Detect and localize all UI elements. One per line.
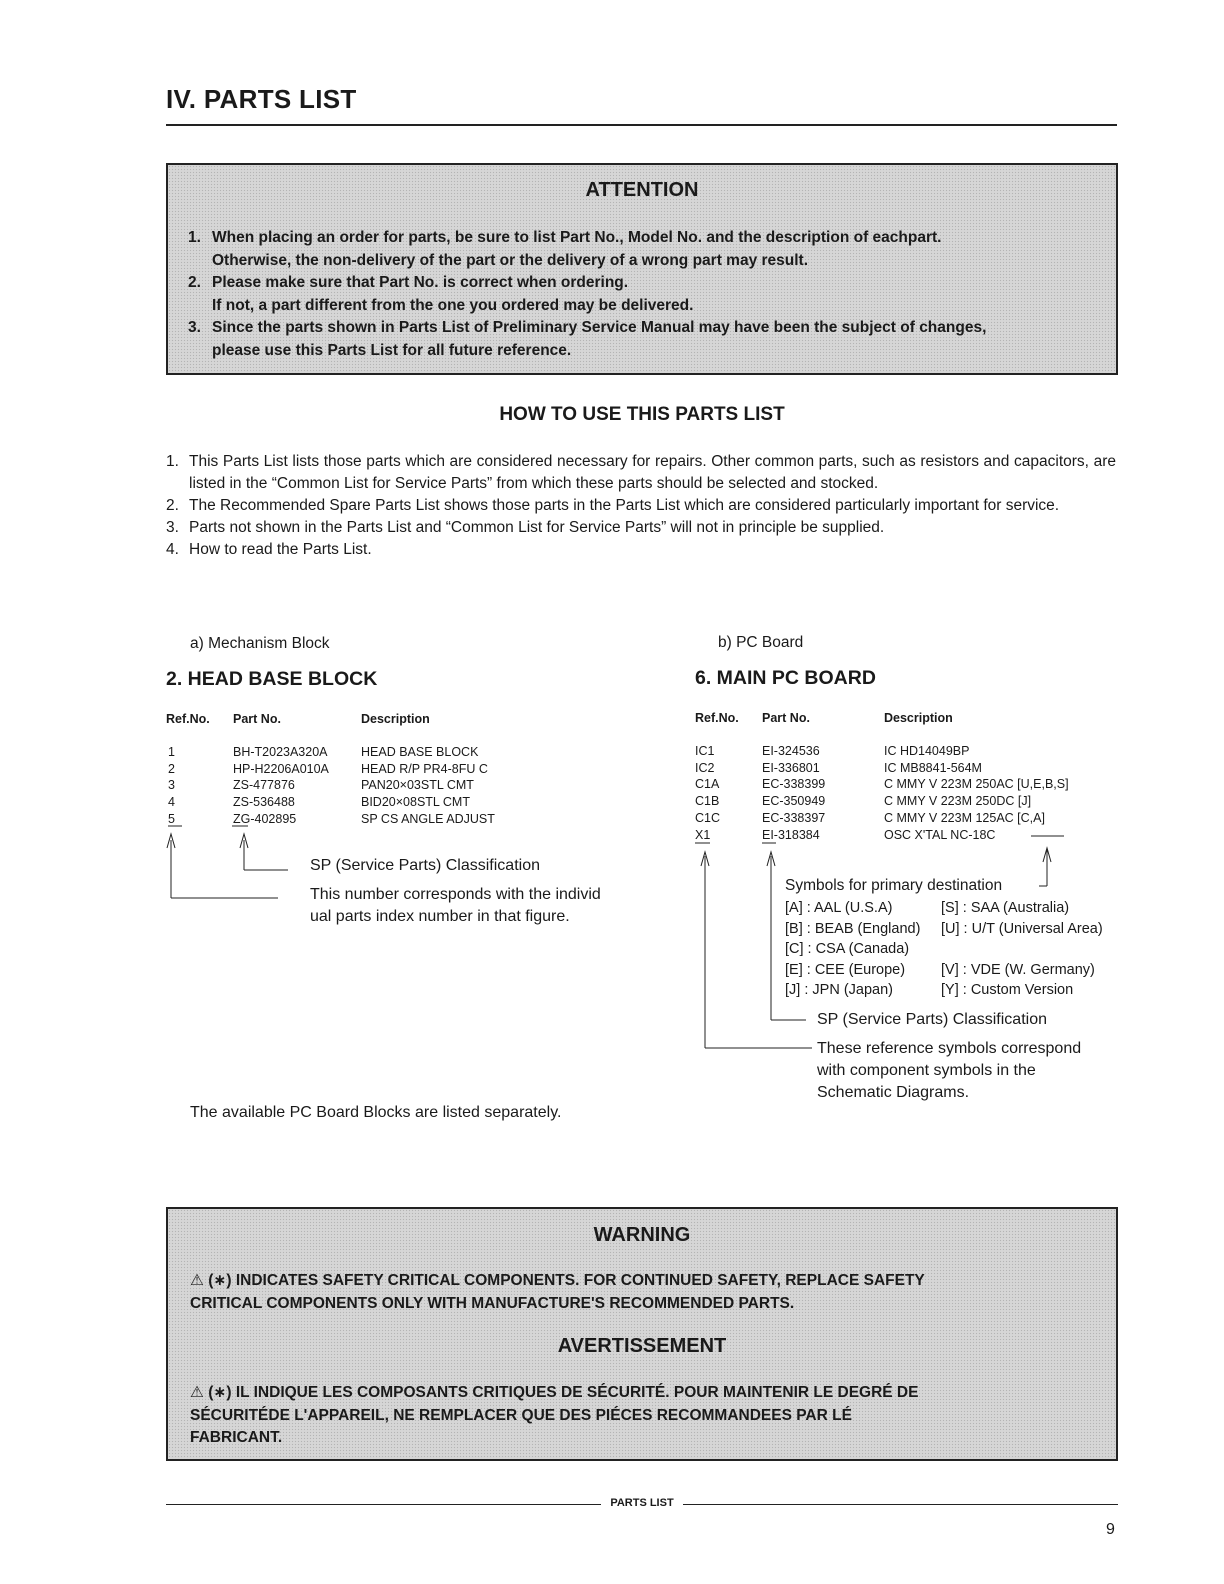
table-cell: X1 <box>695 827 711 842</box>
footer-label: PARTS LIST <box>610 1497 674 1509</box>
dest-item: [Y] : Custom Version <box>941 982 1074 998</box>
pcboard-note-ref-line: These reference symbols correspond <box>817 1040 1082 1057</box>
dest-column-left <box>785 898 920 1001</box>
title-rule <box>166 124 1117 126</box>
table-cell: C1C <box>695 810 721 825</box>
warning-line: CRITICAL COMPONENTS ONLY WITH MANUFACTURE'S RECOMMENDED PARTS. <box>190 1294 795 1312</box>
pcboard-col-ref: Ref.No. <box>695 711 739 725</box>
attention-box <box>166 163 1118 375</box>
dest-item: [S] : SAA (Australia) <box>941 900 1070 916</box>
pcboard-note-ref-line: with component symbols in the <box>817 1062 1036 1079</box>
table-cell: IC MB8841-564M <box>884 760 982 775</box>
mechanism-note-index-2: ual parts index number in that figure. <box>310 908 570 925</box>
warning-line: FABRICANT. <box>190 1429 283 1446</box>
table-cell: C MMY V 223M 125AC [C,A] <box>884 810 1045 825</box>
table-cell: ZS-477876 <box>233 778 295 793</box>
table-cell: HEAD R/P PR4-8FU C <box>361 761 488 776</box>
table-cell: EI-318384 <box>762 827 820 842</box>
table-cell: IC2 <box>695 760 715 775</box>
howto-item-text: How to read the Parts List. <box>189 541 372 558</box>
howto-item <box>166 495 1116 517</box>
table-cell: EI-324536 <box>762 744 820 758</box>
attention-heading: ATTENTION <box>585 179 699 201</box>
page-number: 9 <box>1106 1521 1115 1538</box>
howto-item-text: Parts not shown in the Parts List and “Common List for Service Parts” will not in principle be supplied. <box>189 519 885 536</box>
attention-item-line: When placing an order for parts, be sure to list Part No., Model No. and the description of eachpart. <box>212 229 942 246</box>
table-cell: HP-H2206A010A <box>233 761 329 776</box>
pcboard-heading: 6. MAIN PC BOARD <box>695 667 876 689</box>
pcboard-note-ref <box>817 1038 1081 1104</box>
attention-item-number: 2. <box>188 274 201 291</box>
avertissement-heading: AVERTISSEMENT <box>557 1335 727 1357</box>
howto-heading: HOW TO USE THIS PARTS LIST <box>499 404 785 425</box>
dest-item: [B] : BEAB (England) <box>785 920 921 937</box>
table-cell: 4 <box>168 795 175 810</box>
table-cell: 3 <box>168 778 175 793</box>
pcboard-label: b) PC Board <box>718 634 804 651</box>
attention-item <box>188 227 1088 272</box>
table-cell: PAN20×03STL CMT <box>361 778 474 793</box>
warning-box <box>166 1207 1118 1461</box>
dest-item: [V] : VDE (W. Germany) <box>941 961 1095 978</box>
table-cell: C MMY V 223M 250AC [U,E,B,S] <box>884 777 1069 792</box>
table-cell: EI-336801 <box>762 760 820 775</box>
table-cell: BID20×08STL CMT <box>361 795 470 810</box>
howto-item <box>166 517 1116 539</box>
table-cell: C1B <box>695 794 720 809</box>
attention-item-number: 1. <box>188 229 201 246</box>
pcboard-note-sp: SP (Service Parts) Classification <box>817 1011 1047 1028</box>
warning-line: ⚠ (∗) INDICATES SAFETY CRITICAL COMPONENTS. FOR CONTINUED SAFETY, REPLACE SAFETY <box>190 1272 925 1289</box>
warning-heading: WARNING <box>593 1224 691 1246</box>
pcboard-desc-column <box>884 743 1069 843</box>
pcboard-col-desc: Description <box>884 711 953 725</box>
pcboard-part-column <box>762 743 825 843</box>
mechanism-col-ref: Ref.No. <box>166 712 210 726</box>
attention-item <box>188 272 1088 317</box>
dest-title: Symbols for primary destination <box>785 877 1003 894</box>
mechanism-desc-column <box>361 744 495 828</box>
howto-item-number: 1. <box>166 453 179 470</box>
pcboard-col-part: Part No. <box>762 711 810 725</box>
table-cell: IC HD14049BP <box>884 744 970 758</box>
mechanism-ref-column <box>168 744 175 828</box>
page-title: IV. PARTS LIST <box>166 84 357 114</box>
warning-line: SÉCURITÉDE L'APPAREIL, NE REMPLACER QUE DES PIÉCES RECOMMANDEES PAR LÉ <box>190 1406 852 1424</box>
attention-item-line: If not, a part different from the one you ordered may be delivered. <box>212 296 694 314</box>
table-cell: 2 <box>168 761 175 776</box>
dest-column-right <box>941 898 1103 1001</box>
howto-item-text: This Parts List lists those parts which are considered necessary for repairs. Other common parts, such as resistors and capacitors, are listed in the “Common List for Service Parts” from which these parts should be selected and stocked. <box>189 453 1116 492</box>
warning-text-en <box>190 1270 1090 1315</box>
table-cell: SP CS ANGLE ADJUST <box>361 811 495 826</box>
available-note: The available PC Board Blocks are listed separately. <box>190 1104 562 1121</box>
table-cell: ZS-536488 <box>233 795 295 810</box>
mechanism-col-part: Part No. <box>233 712 281 726</box>
dest-item: [J] : JPN (Japan) <box>785 982 893 998</box>
howto-item-number: 2. <box>166 497 179 514</box>
howto-item <box>166 539 1116 561</box>
dest-item: [A] : AAL (U.S.A) <box>785 900 893 916</box>
table-cell: IC1 <box>695 744 715 758</box>
table-cell: HEAD BASE BLOCK <box>361 745 479 759</box>
table-cell: ZG-402895 <box>233 811 297 826</box>
attention-item-line: Since the parts shown in Parts List of Preliminary Service Manual may have been the subject of changes, <box>212 319 987 336</box>
table-cell: EC-338397 <box>762 810 826 825</box>
table-cell: 5 <box>168 811 175 826</box>
dest-item: [E] : CEE (Europe) <box>785 961 906 978</box>
attention-item-line: Otherwise, the non-delivery of the part or the delivery of a wrong part may result. <box>212 251 809 269</box>
attention-item-line: please use this Parts List for all future reference. <box>212 341 572 359</box>
howto-item-number: 3. <box>166 519 179 536</box>
howto-item-number: 4. <box>166 541 179 558</box>
attention-list <box>188 227 1088 362</box>
mechanism-callout-lines <box>160 820 300 910</box>
attention-item-number: 3. <box>188 319 201 336</box>
mechanism-part-column <box>233 744 329 828</box>
pcboard-note-ref-line: Schematic Diagrams. <box>817 1084 970 1101</box>
howto-item <box>166 451 1116 495</box>
table-cell: 1 <box>168 745 175 759</box>
pcboard-ref-column <box>695 743 720 843</box>
mechanism-note-sp: SP (Service Parts) Classification <box>310 857 540 874</box>
table-cell: OSC X'TAL NC-18C <box>884 827 996 842</box>
dest-item: [C] : CSA (Canada) <box>785 941 910 957</box>
mechanism-label: a) Mechanism Block <box>190 635 330 652</box>
table-cell: C MMY V 223M 250DC [J] <box>884 794 1032 809</box>
warning-line: ⚠ (∗) IL INDIQUE LES COMPOSANTS CRITIQUES DE SÉCURITÉ. POUR MAINTENIR LE DEGRÉ DE <box>190 1384 919 1401</box>
attention-item <box>188 317 1088 362</box>
dest-item: [U] : U/T (Universal Area) <box>941 920 1103 937</box>
table-cell: EC-338399 <box>762 777 826 792</box>
mechanism-note-index-1: This number corresponds with the individ <box>310 886 601 903</box>
table-cell: EC-350949 <box>762 794 826 809</box>
howto-item-text: The Recommended Spare Parts List shows those parts in the Parts List which are considered particularly important for service. <box>189 497 1060 514</box>
warning-text-fr <box>190 1382 1090 1450</box>
mechanism-col-desc: Description <box>361 712 430 726</box>
attention-item-line: Please make sure that Part No. is correct when ordering. <box>212 274 629 291</box>
mechanism-heading: 2. HEAD BASE BLOCK <box>166 668 378 690</box>
table-cell: BH-T2023A320A <box>233 745 328 759</box>
table-cell: C1A <box>695 777 720 792</box>
dest-item <box>941 939 1103 960</box>
howto-list <box>166 451 1116 561</box>
